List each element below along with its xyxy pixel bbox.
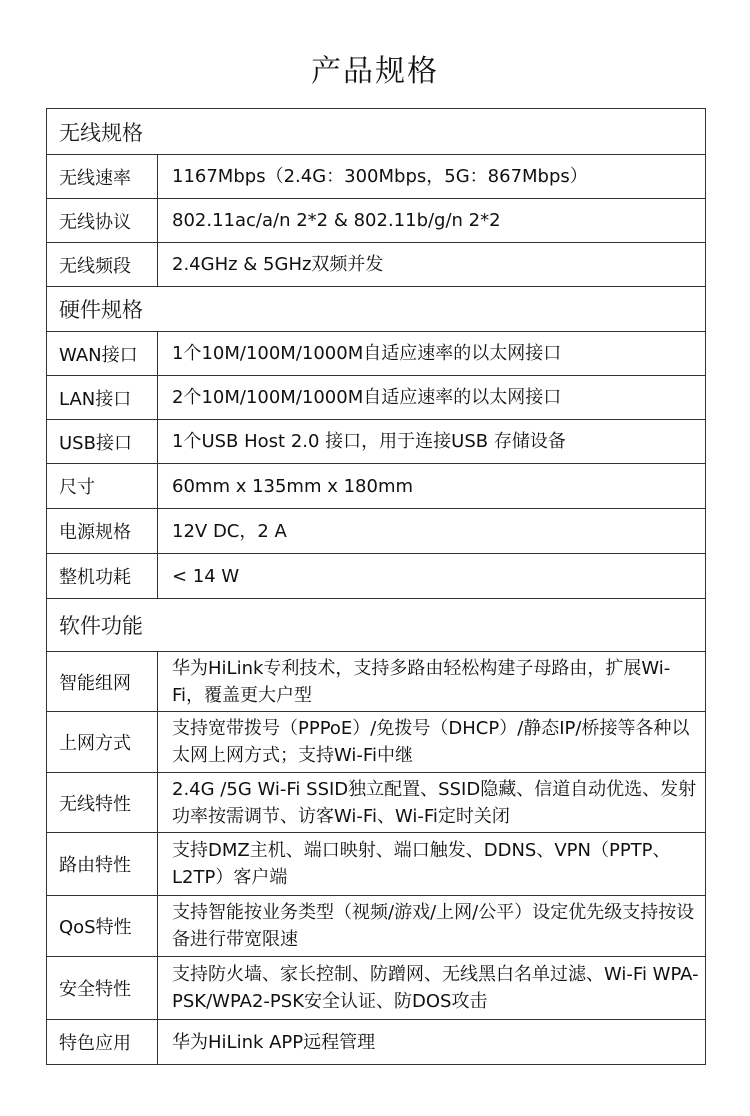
row-value: 1个10M/100M/1000M自适应速率的以太网接口 <box>172 343 562 364</box>
section-title: 无线规格 <box>59 120 143 145</box>
row-value: 1个USB Host 2.0 接口，用于连接USB 存储设备 <box>172 431 566 452</box>
table-row <box>47 1020 706 1065</box>
row-label: 无线频段 <box>47 243 158 286</box>
row-label: LAN接口 <box>47 376 158 419</box>
section-title: 硬件规格 <box>59 298 143 322</box>
page-title: 产品规格 <box>311 54 439 89</box>
row-label: 路由特性 <box>47 833 158 895</box>
row-value: 60mm x 135mm x 180mm <box>172 475 414 497</box>
row-label: 特色应用 <box>47 1020 158 1064</box>
row-value: 12V DC，2 A <box>172 520 287 542</box>
table-row <box>47 243 706 287</box>
row-value: 支持宽带拨号（PPPoE）/免拨号（DHCP）/静态IP/桥接等各种以太网上网方式；支持Wi-Fi中继 <box>172 718 690 766</box>
row-label: 智能组网 <box>47 652 158 711</box>
row-label: 安全特性 <box>47 957 158 1019</box>
table-row <box>47 199 706 243</box>
section-header-software <box>47 599 706 652</box>
row-value: 华为HiLink专利技术，支持多路由轻松构建子母路由，扩展Wi-Fi，覆盖更大户型 <box>172 657 671 706</box>
table-row <box>47 773 706 833</box>
row-value: 支持防火墙、家长控制、防蹭网、无线黑白名单过滤、Wi-Fi WPA-PSK/WPA2-PSK安全认证、防DOS攻击 <box>172 964 699 1012</box>
row-label: 无线速率 <box>47 155 158 198</box>
row-label: 电源规格 <box>47 509 158 553</box>
table-row <box>47 509 706 554</box>
table-row <box>47 554 706 599</box>
row-value: 2.4GHz & 5GHz双频并发 <box>172 254 384 275</box>
row-label: 无线特性 <box>47 773 158 832</box>
table-row <box>47 957 706 1020</box>
table-row <box>47 712 706 773</box>
row-label: 整机功耗 <box>47 554 158 598</box>
spec-table <box>46 108 706 1065</box>
row-label: WAN接口 <box>47 332 158 375</box>
row-value: 2.4G /5G Wi-Fi SSID独立配置、SSID隐藏、信道自动优选、发射功率按需调节、访客Wi-Fi、Wi-Fi定时关闭 <box>172 778 697 827</box>
row-value: 支持DMZ主机、端口映射、端口触发、DDNS、VPN（PPTP、L2TP）客户端 <box>172 840 671 888</box>
table-row <box>47 376 706 420</box>
row-value: 1167Mbps（2.4G：300Mbps，5G：867Mbps） <box>172 166 588 187</box>
row-label: 无线协议 <box>47 199 158 242</box>
table-row <box>47 833 706 896</box>
table-row <box>47 896 706 957</box>
table-row <box>47 464 706 509</box>
table-row <box>47 420 706 464</box>
section-header-hardware <box>47 287 706 332</box>
row-value: 支持智能按业务类型（视频/游戏/上网/公平）设定优先级支持按设备进行带宽限速 <box>172 902 695 950</box>
table-row <box>47 332 706 376</box>
row-value: 2个10M/100M/1000M自适应速率的以太网接口 <box>172 387 562 408</box>
row-label: QoS特性 <box>47 896 158 956</box>
row-value: 802.11ac/a/n 2*2 & 802.11b/g/n 2*2 <box>172 210 501 231</box>
row-label: USB接口 <box>47 420 158 463</box>
table-row <box>47 155 706 199</box>
section-header-wireless <box>47 109 706 155</box>
row-label: 尺寸 <box>47 464 158 508</box>
row-value: 华为HiLink APP远程管理 <box>172 1031 376 1053</box>
section-title: 软件功能 <box>59 614 143 638</box>
row-value: < 14 W <box>172 565 240 587</box>
table-row <box>47 652 706 712</box>
row-label: 上网方式 <box>47 712 158 772</box>
